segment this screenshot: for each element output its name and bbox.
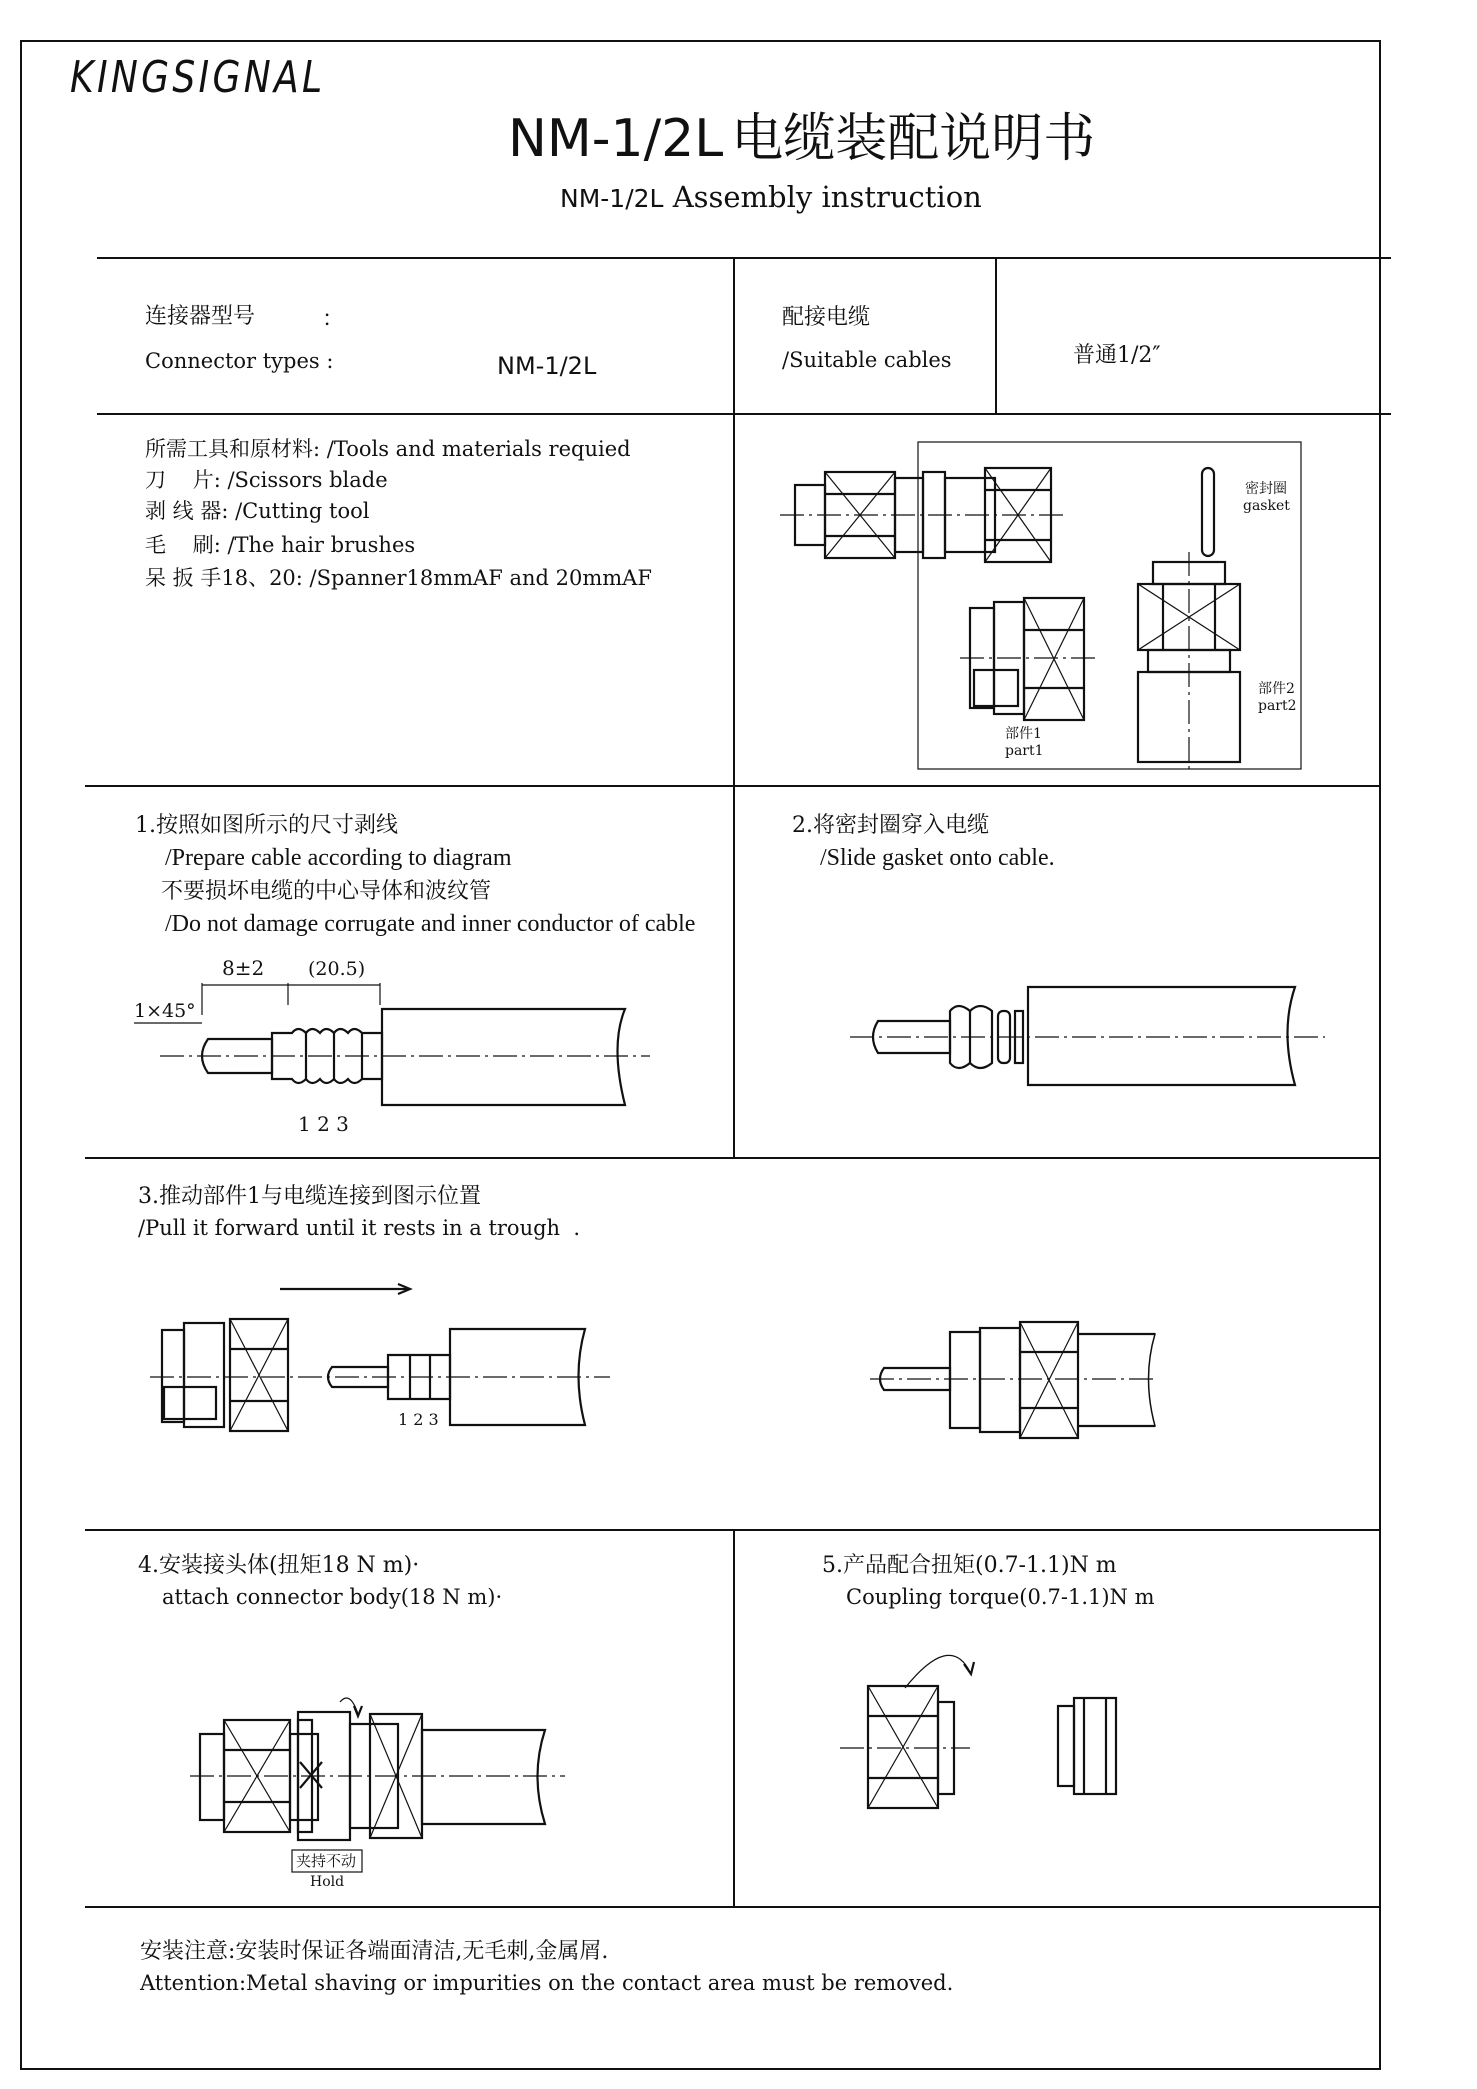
- corrugation-marks: 1 2 3: [398, 1410, 439, 1429]
- dim-strip-length: 8±2: [222, 956, 265, 980]
- corrugation-marks: 1 2 3: [298, 1112, 349, 1136]
- step5-line: 5.产品配合扭矩(0.7-1.1)N m: [822, 1553, 1117, 1578]
- part2-label-cn: 部件2: [1258, 681, 1295, 697]
- brand-logo: KINGSIGNAL: [70, 52, 326, 103]
- coupling-torque-drawing: [840, 1640, 1160, 1820]
- step2-line: /Slide gasket onto cable.: [820, 845, 1055, 871]
- cable-label-cn: 配接电缆: [782, 305, 871, 330]
- assembled-connector-drawing: [780, 468, 1065, 562]
- step3-line: 3.推动部件1与电缆连接到图示位置: [138, 1184, 481, 1209]
- tools-heading: 所需工具和原材料: /Tools and materials requied: [145, 437, 631, 461]
- step1-instructions: [135, 809, 695, 941]
- gasket-label-en: gasket: [1243, 498, 1290, 514]
- subtitle-english: Assembly instruction: [672, 180, 982, 214]
- divider-step45: [85, 1906, 1381, 1908]
- step5-instructions: [822, 1549, 1155, 1613]
- divider-top: [97, 257, 1391, 259]
- step3-instructions: [138, 1180, 580, 1244]
- connector-colon: ：: [322, 307, 345, 332]
- gasket-label-cn: 密封圈: [1245, 481, 1287, 497]
- step1-line: 1.按照如图所示的尺寸剥线: [135, 813, 398, 838]
- push-part1-drawing: [140, 1275, 620, 1445]
- page-subtitle: [560, 180, 982, 214]
- parts-exploded-drawing: [760, 430, 1360, 775]
- divider-vertical-cable: [995, 257, 997, 413]
- connector-label-cn: 连接器型号: [145, 304, 256, 329]
- hold-label-cn: 夹持不动: [296, 1852, 357, 1870]
- attention-note-cn: 安装注意:安装时保证各端面清洁,无毛刺,金属屑.: [140, 1939, 609, 1964]
- step1-line: 不要损坏电缆的中心导体和波纹管: [161, 879, 492, 904]
- title-chinese: 电缆装配说明书: [731, 109, 1096, 169]
- gasket-on-cable-drawing: [840, 965, 1330, 1105]
- step4-instructions: [138, 1549, 502, 1613]
- step1-line: /Prepare cable according to diagram: [165, 845, 512, 871]
- step2-instructions: [792, 809, 1055, 875]
- cable-label-en: /Suitable cables: [782, 348, 952, 372]
- dim-corrugation-length: (20.5): [308, 958, 366, 980]
- connector-label-en: Connector types :: [145, 349, 334, 373]
- hold-label-en: Hold: [310, 1874, 345, 1890]
- subtitle-part-number: NM-1/2L: [560, 184, 664, 213]
- part2-drawing: [1138, 552, 1240, 770]
- cable-type-value: 普通1/2″: [1073, 343, 1161, 368]
- divider-step12: [85, 1157, 1381, 1159]
- divider-info: [97, 413, 1391, 415]
- part2-label-en: part2: [1258, 698, 1297, 714]
- connector-body-torque-drawing: [190, 1690, 610, 1890]
- title-part-number: NM-1/2L: [508, 109, 724, 169]
- tool-item: 剥 线 器: /Cutting tool: [145, 499, 370, 523]
- part1-label-en: part1: [1005, 743, 1044, 759]
- gasket-drawing: [1202, 468, 1214, 556]
- divider-vertical-lower: [733, 1529, 735, 1906]
- step2-line: 2.将密封圈穿入电缆: [792, 813, 989, 838]
- part1-label-cn: 部件1: [1005, 726, 1042, 742]
- page-title: [508, 96, 1095, 171]
- attention-note-en: Attention:Metal shaving or impurities on the contact area must be removed.: [140, 1971, 954, 1995]
- dim-chamfer: 1×45°: [134, 1000, 196, 1022]
- divider-vertical-upper: [733, 257, 735, 1157]
- connector-type-value: NM-1/2L: [497, 352, 597, 380]
- tool-item: 毛 刷: /The hair brushes: [145, 533, 416, 557]
- step4-line: 4.安装接头体(扭矩18 N m)·: [138, 1553, 420, 1578]
- step1-line: /Do not damage corrugate and inner conductor of cable: [165, 911, 696, 937]
- step3-line: /Pull it forward until it rests in a trough .: [138, 1216, 581, 1240]
- parts-figure-frame: [918, 442, 1301, 769]
- step4-line: attach connector body(18 N m)·: [162, 1585, 503, 1609]
- part1-seated-drawing: [870, 1310, 1350, 1450]
- cable-strip-dimension-drawing: [120, 945, 680, 1145]
- part1-drawing: [960, 598, 1100, 720]
- step5-line: Coupling torque(0.7-1.1)N m: [846, 1585, 1155, 1609]
- tool-item: 刀 片: /Scissors blade: [145, 468, 388, 492]
- tool-item: 呆 扳 手18、20: /Spanner18mmAF and 20mmAF: [145, 566, 652, 590]
